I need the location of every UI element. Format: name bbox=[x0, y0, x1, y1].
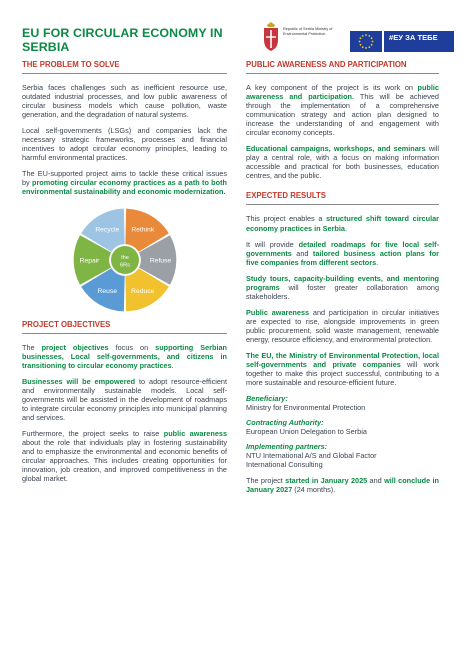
wheel-label-repair: Repair bbox=[79, 256, 100, 264]
right-column bbox=[246, 60, 439, 502]
problem-paragraph-2: Local self-governments (LSGs) and companies lack the necessary strategic frameworks, processes and financial incentives to adopt circular economy principles, leading to harmful environmental practices. bbox=[22, 126, 227, 163]
page-title: EU FOR CIRCULAR ECONOMY IN SERBIA bbox=[22, 26, 223, 54]
problem-heading: THE PROBLEM TO SOLVE bbox=[22, 60, 227, 74]
partner-2: International Consulting bbox=[246, 460, 323, 470]
awareness-paragraph-2: Educational campaigns, workshops, and seminars will play a central role, with a focus on making information accessible and practical for both businesses, education centres, and the public. bbox=[246, 144, 439, 181]
partners-label: Implementing partners: bbox=[246, 442, 328, 452]
results-paragraph-5: The EU, the Ministry of Environmental Protection, local self-governments and private companies will work together to make this project successful, contributing to a more sustainable and resource-efficient future. bbox=[246, 351, 439, 388]
wheel-label-reuse: Reuse bbox=[97, 287, 117, 295]
objectives-paragraph-3: Furthermore, the project seeks to raise public awareness about the role that individuals play in fostering sustainability and to emphasize the environmental and economic benefits of circular approaches. This includes creating opportunities for innovation, job creation, and improved competitiveness in the global market. bbox=[22, 428, 228, 484]
problem-paragraph-3: The EU-supported project aims to tackle these critical issues by promoting circular economy practices as a path to both environmental sustainability and economic modernization. bbox=[22, 169, 227, 197]
awareness-paragraph-1: A key component of the project is its work on public awareness and participation. This will be achieved through the implementation of a comprehensive communication strategy and action plan designed to increase the understanding of and engagement with circular economy concepts. bbox=[246, 83, 439, 138]
results-paragraph-4: Public awareness and participation in circular initiatives are expected to rise, alongside improvements in green public procurement, solid waste management, renewable energy, resource efficiency, and environmental protection. bbox=[246, 307, 439, 344]
results-paragraph-3: Study tours, capacity-building events, and mentoring programs will foster greater collaboration among stakeholders. bbox=[246, 273, 439, 301]
problem-paragraph-1: Serbia faces challenges such as inefficient resource use, outdated industrial processes, and low public awareness of circular business models which cause pollution, waste generation, and the degradation of natural systems. bbox=[22, 83, 227, 120]
objectives-paragraph-1: The project objectives focus on supporting Serbian businesses, Local self-governments, and citizens in transitioning to circular economy practices. bbox=[22, 342, 227, 370]
serbia-ministry-label: Republic of Serbia Ministry of Environmental Protection bbox=[283, 27, 333, 36]
objectives-paragraph-2: Businesses will be empowered to adopt resource-efficient and environmentally sustainable models. Local self-governments will be assisted in the development of roadmaps to integrate circular economy principles into municipal planning and services. bbox=[22, 376, 228, 422]
results-heading: EXPECTED RESULTS bbox=[246, 191, 439, 205]
timeline-paragraph: The project started in January 2025 and will conclude in January 2027 (24 months). bbox=[246, 476, 440, 495]
eu-for-you-logo: #ЕУ ЗА ТЕБЕ bbox=[384, 31, 454, 52]
results-paragraph-2: It will provide detailed roadmaps for five local self-governments and tailored business action plans for five companies from different sectors. bbox=[246, 239, 439, 267]
wheel-label-refuse: Refuse bbox=[149, 256, 172, 264]
partner-1: NTU International A/S and Global Factor bbox=[246, 451, 377, 461]
beneficiary-value: Ministry for Environmental Protection bbox=[246, 403, 366, 413]
beneficiary-label: Beneficiary: bbox=[246, 394, 288, 404]
wheel-label-reduce: Reduce bbox=[131, 287, 155, 295]
wheel-label-rethink: Rethink bbox=[131, 226, 155, 234]
authority-label: Contracting Authority: bbox=[246, 418, 324, 428]
left-column bbox=[22, 60, 227, 490]
authority-value: European Union Delegation to Serbia bbox=[246, 427, 367, 437]
serbia-coat-of-arms-icon bbox=[262, 22, 280, 52]
eu-flag-icon bbox=[350, 31, 382, 52]
objectives-heading: PROJECT OBJECTIVES bbox=[22, 320, 227, 334]
results-paragraph-1: This project enables a structured shift toward circular economy practices in Serbia. bbox=[246, 214, 440, 233]
partner-logos bbox=[262, 22, 460, 56]
awareness-heading: PUBLIC AWARENESS AND PARTICIPATION bbox=[246, 60, 439, 74]
wheel-label-recycle: Recycle bbox=[95, 226, 120, 234]
wheel-center-label-1: the bbox=[121, 254, 129, 261]
wheel-center-label-2: 6Rs bbox=[120, 262, 130, 269]
six-rs-wheel-diagram bbox=[69, 204, 181, 316]
